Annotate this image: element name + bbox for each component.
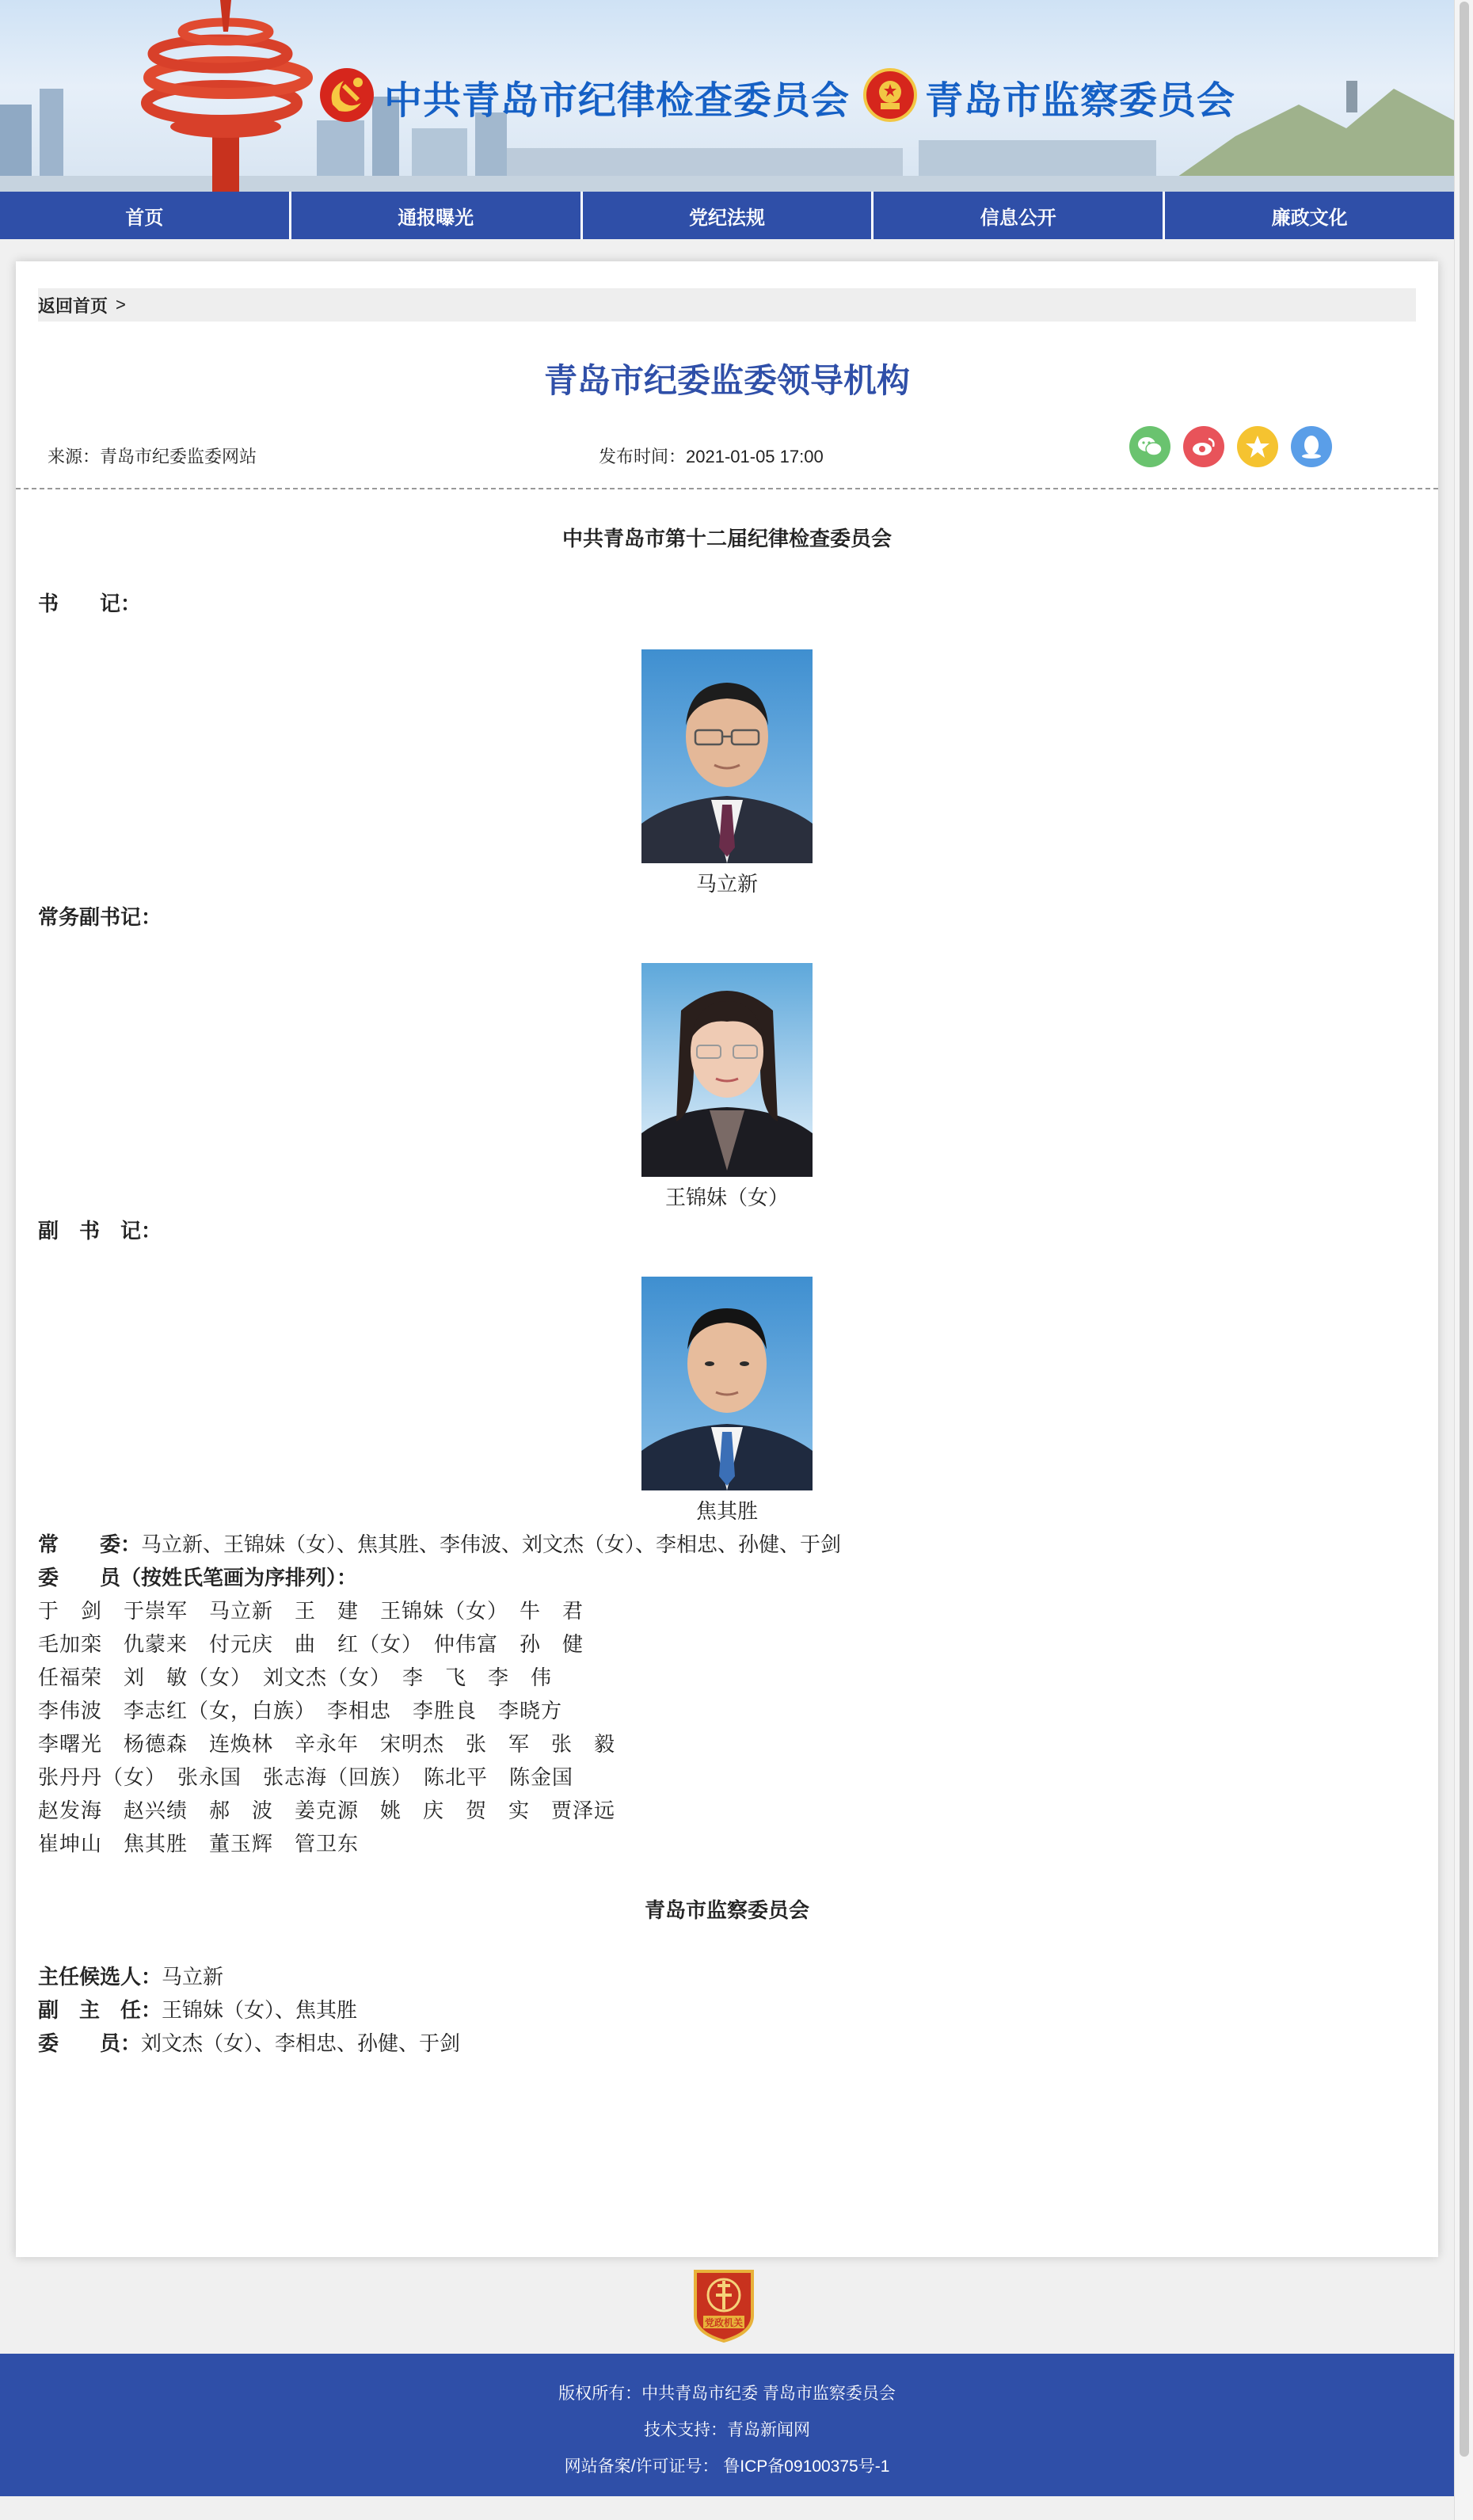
government-agency-badge-icon[interactable]: [691, 2267, 757, 2343]
footer-copyright: 版权所有：中共青岛市纪委 青岛市监察委员会: [558, 2385, 896, 2403]
member-row: 于 剑 于崇军 马立新 王 建 王锦妹（女） 牛 君: [38, 1599, 584, 1623]
nav-item-regulations[interactable]: 党纪法规: [583, 192, 874, 239]
deputy-label: 副 书 记：: [38, 1219, 162, 1243]
header-title-discipline-commission: 中共青岛市纪律检查委员会: [384, 80, 851, 122]
article-publish-time: 发布时间：2021-01-05 17:00: [599, 447, 824, 466]
main-nav: [0, 192, 1454, 239]
breadcrumb: [38, 288, 1416, 322]
nav-item-integrity-culture[interactable]: 廉政文化: [1271, 207, 1348, 229]
article-divider: [16, 488, 1438, 489]
exec-deputy-photo: [641, 963, 813, 1177]
qzone-star-icon[interactable]: [1237, 426, 1278, 467]
deputy-photo: [641, 1277, 813, 1490]
vice-director-label: 副 主 任：: [38, 1998, 162, 2022]
member-row: 张丹丹（女） 张永国 张志海（回族） 陈北平 陈金国: [38, 1765, 574, 1789]
secretary-label: 书 记：: [38, 592, 142, 615]
members-label: 委 员（按姓氏笔画为序排列）：: [38, 1566, 358, 1589]
badge-text: 党政机关: [704, 2317, 744, 2328]
article-card: [16, 261, 1438, 2257]
share-bar: [1129, 426, 1332, 467]
standing-committee-line: [38, 1528, 841, 1558]
nav-item-info-disclosure[interactable]: 信息公开: [874, 192, 1165, 239]
section-title-discipline-commission: 中共青岛市第十二届纪律检查委员会: [561, 527, 892, 550]
footer: [0, 2354, 1454, 2496]
header-title-supervisory-commission: 青岛市监察委员会: [925, 80, 1236, 122]
breadcrumb-separator: >: [116, 295, 126, 314]
wuyue-sculpture-image: [127, 0, 325, 192]
footer-icp[interactable]: 网站备案/许可证号： 鲁ICP备09100375号-1: [564, 2457, 890, 2476]
member-row: 崔坤山 焦其胜 董玉辉 管卫东: [38, 1832, 360, 1856]
commissioner-line: [38, 2027, 460, 2057]
vice-director-line: [38, 1994, 357, 2023]
standing-value: 马立新、王锦妹（女）、焦其胜、李伟波、刘文杰（女）、李相忠、孙健、于剑: [141, 1532, 842, 1556]
member-row: 赵发海 赵兴绩 郝 波 姜克源 姚 庆 贺 实 贾泽远: [38, 1799, 616, 1822]
nav-item-notices[interactable]: 通报曝光: [291, 192, 583, 239]
article-title: 青岛市纪委监委领导机构: [543, 362, 910, 399]
scrollbar-thumb[interactable]: [1460, 2, 1469, 2457]
director-value: 马立新: [162, 1965, 224, 1989]
section-title-supervisory-commission: 青岛市监察委员会: [644, 1898, 809, 1922]
national-emblem-icon: [863, 68, 917, 124]
secretary-name: 马立新: [695, 872, 758, 896]
standing-label: 常 委：: [38, 1532, 142, 1556]
article-source: 来源：青岛市纪委监委网站: [48, 447, 257, 466]
qq-icon[interactable]: [1291, 426, 1332, 467]
deputy-name: 焦其胜: [695, 1499, 758, 1523]
director-label: 主任候选人：: [38, 1965, 162, 1989]
nav-item-home[interactable]: 首页: [0, 192, 291, 239]
exec-deputy-label: 常务副书记：: [38, 905, 162, 929]
exec-deputy-name: 王锦妹（女）: [664, 1186, 789, 1209]
vertical-scrollbar[interactable]: [1454, 0, 1473, 2520]
party-emblem-icon: [317, 65, 377, 125]
vice-director-value: 王锦妹（女）、焦其胜: [162, 1998, 358, 2022]
member-row: 李曙光 杨德森 连焕林 辛永年 宋明杰 张 军 张 毅: [38, 1732, 616, 1756]
secretary-photo: [641, 649, 813, 863]
weibo-icon[interactable]: [1183, 426, 1224, 467]
member-row: 毛加栾 仇蒙来 付元庆 曲 红（女） 仲伟富 孙 健: [38, 1632, 584, 1656]
member-row: 任福荣 刘 敏（女） 刘文杰（女） 李 飞 李 伟: [38, 1665, 553, 1689]
member-row: 李伟波 李志红（女，白族） 李相忠 李胜良 李晓方: [38, 1699, 563, 1723]
commissioner-label: 委 员：: [38, 2031, 142, 2055]
commissioner-value: 刘文杰（女）、李相忠、孙健、于剑: [141, 2031, 461, 2055]
footer-tech-support: 技术支持：青岛新闻网: [644, 2421, 810, 2439]
breadcrumb-home-link[interactable]: 返回首页: [38, 295, 108, 316]
wechat-icon[interactable]: [1129, 426, 1170, 467]
director-line: [38, 1961, 223, 1990]
header-banner: [0, 0, 1454, 192]
